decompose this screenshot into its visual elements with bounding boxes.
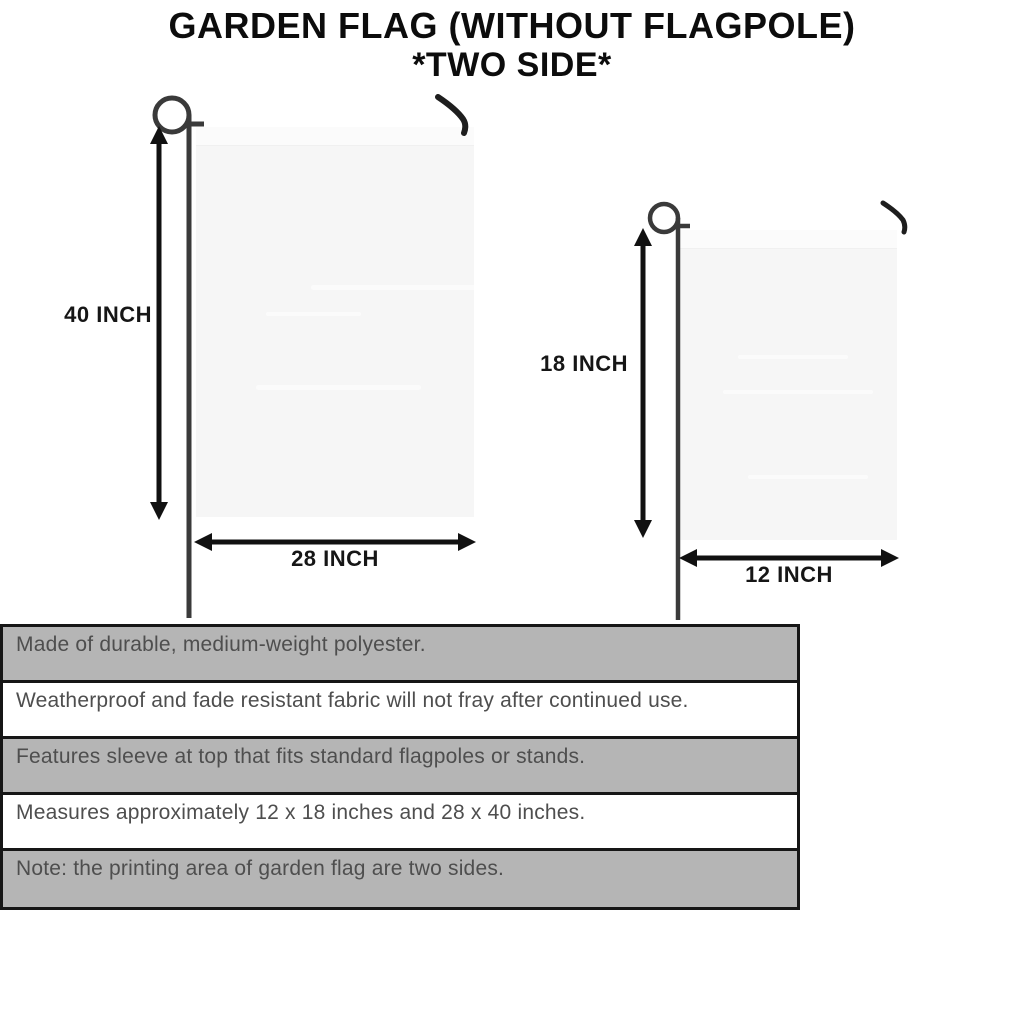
large-flag-illustration: [196, 127, 474, 517]
small-flag-sleeve: [678, 230, 897, 249]
spec-row-weatherproof: Weatherproof and fade resistant fabric will not fray after continued use.: [3, 683, 797, 739]
spec-table: [0, 624, 800, 910]
title-line-2: *TWO SIDE*: [412, 46, 612, 85]
spec-row-note: Note: the printing area of garden flag are two sides.: [3, 851, 797, 907]
small-width-label: 12 INCH: [745, 562, 833, 587]
small-flag-illustration: [678, 230, 897, 540]
small-pole-hook-icon: [878, 198, 914, 238]
small-height-arrow: [630, 228, 656, 538]
spec-row-material: Made of durable, medium-weight polyester.: [3, 627, 797, 683]
page-title: [0, 6, 1024, 84]
small-height-label: 18 INCH: [540, 351, 628, 376]
spec-row-measurements: Measures approximately 12 x 18 inches and 28 x 40 inches.: [3, 795, 797, 851]
spec-row-sleeve: Features sleeve at top that fits standard flagpoles or stands.: [3, 739, 797, 795]
title-line-1: GARDEN FLAG (WITHOUT FLAGPOLE): [168, 5, 856, 46]
large-pole-hook-icon: [432, 92, 476, 138]
large-height-label: 40 INCH: [64, 302, 152, 327]
large-width-label: 28 INCH: [291, 546, 379, 571]
